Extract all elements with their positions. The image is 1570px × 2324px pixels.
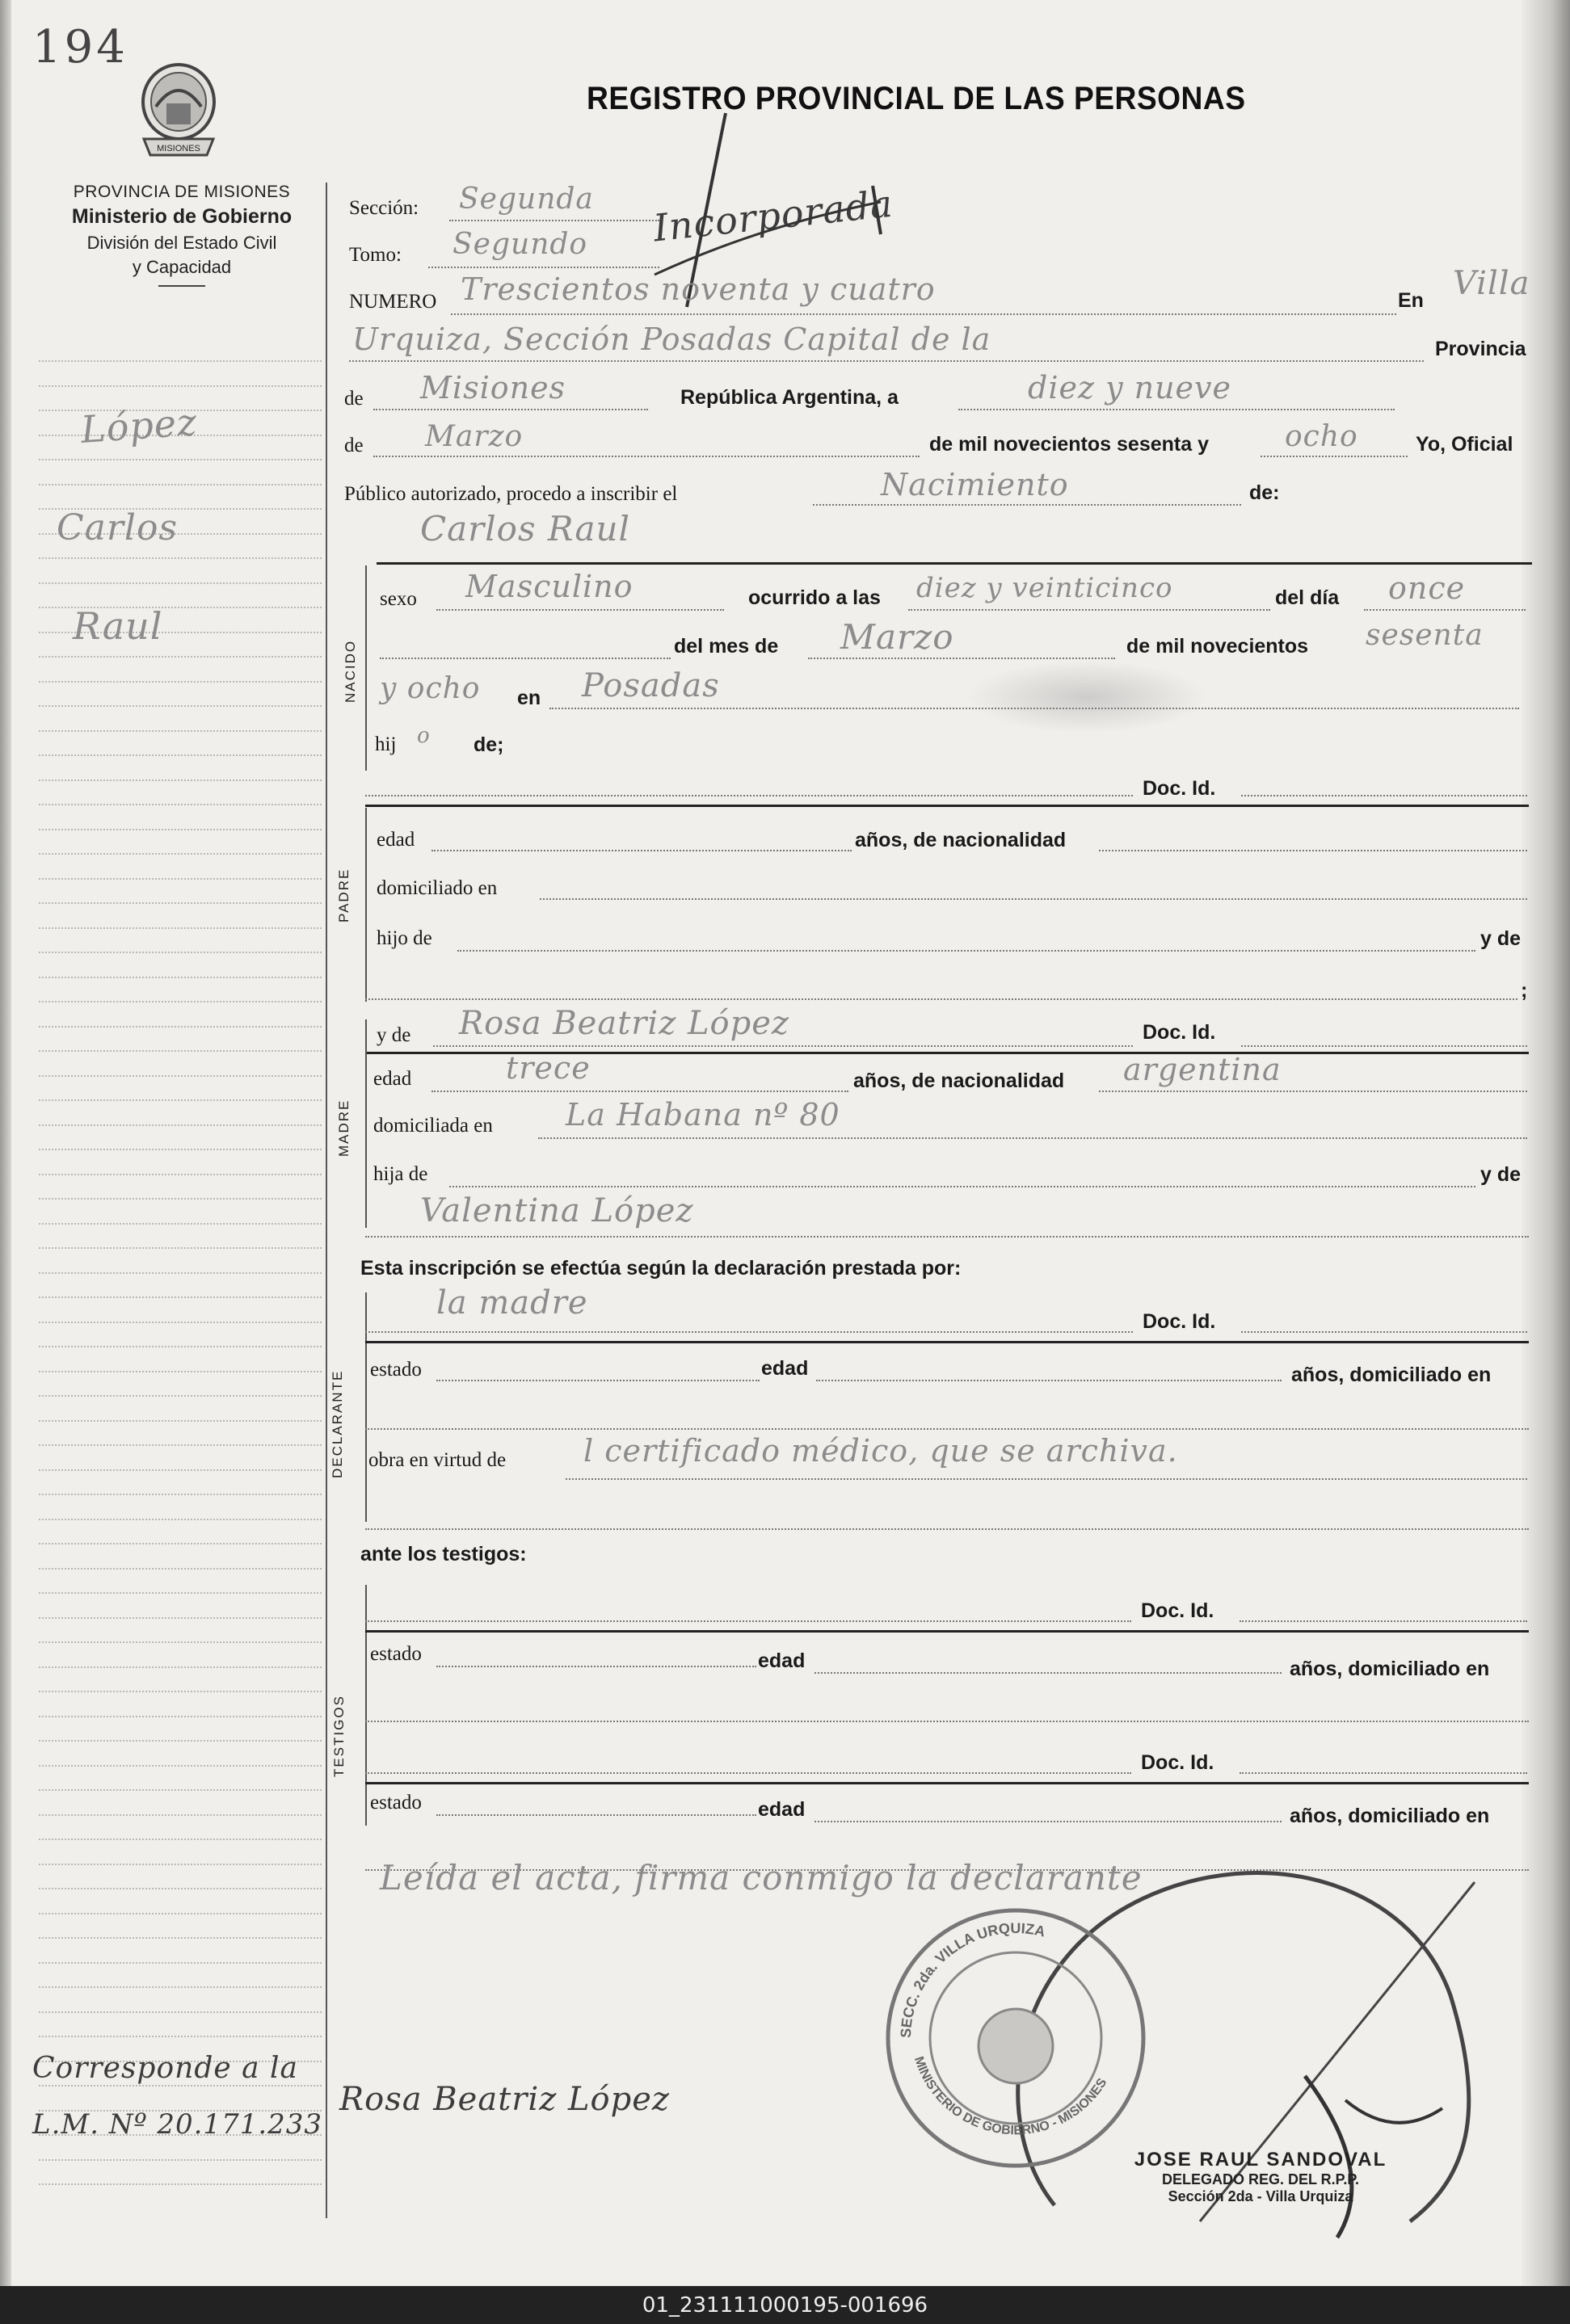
margin-rule [39, 360, 322, 362]
margin-rule [39, 853, 322, 855]
madre-domicilio-value: La Habana nº 80 [566, 1097, 840, 1133]
act-value: Nacimiento [881, 467, 1069, 502]
testigo2-top-rule [365, 1782, 1529, 1784]
margin-rule [39, 2036, 322, 2037]
numero-label: NUMERO [349, 291, 437, 313]
margin-rule [39, 1691, 322, 1692]
margin-rule [39, 1001, 322, 1002]
margin-rule [39, 902, 322, 904]
margin-rule [39, 878, 322, 880]
declarante-edad-line [816, 1380, 1282, 1381]
provincial-emblem-icon [136, 58, 221, 163]
tomo-field-line [428, 267, 659, 268]
obra-label: obra en virtud de [368, 1449, 507, 1471]
incorporada-mark: Incorporada [650, 181, 895, 250]
testigo1-doc-line [1240, 1620, 1527, 1622]
officer-office: Sección 2da - Villa Urquiza [1168, 2188, 1353, 2204]
signature-declarante: Rosa Beatriz López [339, 2081, 670, 2118]
margin-rule [39, 1740, 322, 1742]
hij-label: hij [375, 733, 397, 755]
margin-rule [39, 1839, 322, 1840]
padre-domicilio-label: domiciliado en [377, 877, 498, 899]
margin-rule [39, 1937, 322, 1939]
declarante-bracket [365, 1292, 367, 1522]
madre-parent-value: Valentina López [420, 1192, 694, 1229]
padre-edad-label: edad [377, 829, 415, 851]
margin-rule [39, 1346, 322, 1347]
madre-edad-line [431, 1091, 848, 1092]
padre-hijo-line [457, 950, 1475, 952]
madre-y-de-label-2: y de [1480, 1163, 1522, 1186]
declarante-domicilio-line [365, 1428, 1529, 1430]
padre-top-rule [365, 805, 1529, 807]
ocurrido-label: ocurrido a las [748, 586, 881, 609]
oficial-label: Yo, Oficial [1416, 433, 1513, 456]
nacido-year-value-2: y ocho [380, 672, 481, 705]
nacido-month-field-line [808, 658, 1115, 659]
margin-rule [39, 1050, 322, 1052]
de-label-2: de [344, 435, 364, 456]
person-name: Carlos Raul [420, 509, 630, 548]
margin-rule [39, 1814, 322, 1816]
margin-rule [39, 1322, 322, 1323]
testigo1-top-rule [365, 1630, 1529, 1633]
margin-surname: López [79, 400, 199, 452]
margin-rule [39, 1716, 322, 1717]
testigo1-doc-label: Doc. Id. [1141, 1599, 1214, 1622]
seccion-field-line [449, 220, 659, 221]
padre-edad-line [431, 850, 852, 851]
province-field-line [373, 409, 648, 410]
padre-y-de-label: y de [1480, 927, 1522, 950]
madre-nacionalidad-value: argentina [1123, 1052, 1282, 1087]
margin-rule [39, 1789, 322, 1791]
testigo2-estado-label: estado [370, 1792, 422, 1813]
madre-name-value: Rosa Beatriz López [459, 1005, 789, 1042]
madre-domicilio-label: domiciliada en [373, 1115, 493, 1137]
madre-nacionalidad-line [1099, 1091, 1527, 1092]
testigo2-domicilio-label: años, domiciliado en [1290, 1805, 1490, 1827]
declarante-doc-label: Doc. Id. [1143, 1310, 1216, 1333]
hij-value: o [417, 724, 431, 748]
testigo2-doc-line [1240, 1772, 1527, 1774]
year-label: de mil novecientos sesenta y [929, 433, 1209, 456]
madre-bracket [365, 1019, 367, 1228]
officer-signature-block [1107, 2149, 1414, 2205]
margin-rule [39, 829, 322, 830]
margin-rule [39, 1888, 322, 1889]
act-field-line [813, 504, 1241, 506]
padre-bracket [365, 808, 367, 1002]
de-colon-label: de: [1249, 481, 1280, 504]
nacido-day-value: once [1388, 570, 1466, 606]
testigo1-domicilio-label: años, domiciliado en [1290, 1658, 1490, 1680]
nacido-day-field-line [1364, 609, 1526, 611]
tomo-value: Segundo [452, 228, 588, 261]
division-name: División del Estado Civil [86, 233, 277, 254]
sexo-label: sexo [380, 588, 417, 610]
pre-mes-line [380, 658, 671, 659]
margin-rule [39, 1666, 322, 1668]
margin-rule [39, 2085, 322, 2087]
obra-line [566, 1478, 1527, 1480]
declarante-top-rule [365, 1341, 1529, 1343]
month-value: Marzo [425, 420, 524, 453]
madre-name-line [433, 1045, 1133, 1047]
declarante-intro: Esta inscripción se efectúa según la declaración prestada por: [360, 1257, 962, 1280]
division-name-2: y Capacidad [132, 256, 232, 277]
madre-y-de-label: y de [377, 1024, 411, 1046]
provincia-label: Provincia [1435, 338, 1526, 360]
mes-label: del mes de [674, 635, 779, 658]
declarante-edad-label: edad [761, 1357, 809, 1380]
publico-label: Público autorizado, procedo a inscribir el [344, 483, 678, 505]
margin-rule [39, 1395, 322, 1397]
nacido-label: NACIDO [343, 639, 358, 703]
margin-rule [39, 385, 322, 387]
de-label: de [344, 388, 364, 410]
obra-line-2 [365, 1528, 1529, 1530]
margin-rule [39, 1543, 322, 1544]
madre-hija-line [449, 1186, 1475, 1187]
margin-rule [39, 1174, 322, 1175]
nacido-place-value: Posadas [582, 667, 720, 704]
declarante-estado-line [436, 1380, 760, 1381]
hij-de-label: de; [474, 733, 504, 756]
margin-rule [39, 2011, 322, 2013]
day-value: diez y nueve [1028, 370, 1232, 406]
numero-value: Trescientos noventa y cuatro [461, 271, 936, 307]
margin-rule [39, 484, 322, 485]
name-underline [377, 562, 1532, 565]
testigo1-edad-label: edad [758, 1649, 806, 1672]
declarante-value: la madre [436, 1284, 588, 1322]
declarante-doc-line [1241, 1331, 1527, 1333]
declarante-domicilio-label: años, domiciliado en [1291, 1364, 1492, 1386]
margin-rule [39, 2183, 322, 2185]
seccion-value: Segunda [459, 183, 594, 216]
padre-nacionalidad-line [1099, 850, 1527, 851]
testigo1-estado-line [436, 1666, 756, 1667]
margin-rule [39, 1568, 322, 1570]
margin-rule [39, 582, 322, 584]
en-label: En [1398, 289, 1424, 312]
nacido-year-value-1: sesenta [1366, 619, 1484, 652]
padre-semicolon: ; [1521, 979, 1528, 1002]
testigo1-name-line [365, 1620, 1131, 1622]
margin-rule [39, 977, 322, 978]
hour-value: diez y veinticinco [916, 572, 1173, 604]
sexo-field-line [436, 609, 724, 611]
padre-hijo-label: hijo de [377, 927, 432, 949]
margin-rule [39, 557, 322, 559]
margin-given-1: Carlos [57, 507, 179, 548]
madre-label: MADRE [336, 1099, 351, 1157]
numero-field-line [451, 313, 1396, 315]
republica-label: República Argentina, a [680, 386, 899, 409]
margin-rule [39, 1247, 322, 1249]
del-dia-label: del día [1275, 586, 1340, 609]
margin-rule [39, 681, 322, 683]
header-left [32, 181, 331, 287]
margin-note-1: Corresponde a la [32, 2052, 298, 2085]
margin-rule [39, 1075, 322, 1077]
header-divider [158, 285, 205, 287]
margin-rule [39, 1913, 322, 1914]
ministry-name: Ministerio de Gobierno [71, 205, 293, 229]
nacido-month-value: Marzo [840, 617, 954, 657]
margin-rule [39, 1124, 322, 1126]
declarante-estado-label: estado [370, 1359, 422, 1381]
madre-doc-line [1241, 1045, 1527, 1047]
declarante-name-line [365, 1331, 1133, 1333]
margin-rule [39, 705, 322, 707]
margin-rule [39, 1272, 322, 1274]
margin-rule [39, 1519, 322, 1520]
leida-value: Leída el acta, firma conmigo la declarante [380, 1858, 1143, 1897]
place-field-line [349, 360, 1424, 362]
madre-domicilio-line [538, 1137, 1527, 1139]
year-field-line [1261, 456, 1408, 457]
sexo-value: Masculino [465, 569, 633, 604]
margin-rule [39, 730, 322, 732]
margin-rule [39, 1223, 322, 1225]
margin-rule [39, 1026, 322, 1028]
stamp-text-bottom: MINISTERIO DE GOBIERNO - MISIONES [911, 2054, 1110, 2138]
province-value: Misiones [420, 370, 566, 406]
tomo-label: Tomo: [349, 244, 402, 266]
testigo2-doc-label: Doc. Id. [1141, 1751, 1214, 1774]
margin-rule [39, 927, 322, 929]
testigos-intro: ante los testigos: [360, 1543, 527, 1565]
margin-rule [39, 1149, 322, 1150]
testigo2-name-line [365, 1772, 1131, 1774]
registry-stamp-icon [882, 1905, 1149, 2171]
margin-rule [39, 1420, 322, 1422]
officer-title: DELEGADO REG. DEL R.P.P. [1161, 2171, 1360, 2187]
place-value-2: Urquiza, Sección Posadas Capital de la [352, 321, 991, 357]
padre-doc-line [1241, 795, 1527, 796]
madre-hija-label: hija de [373, 1163, 428, 1185]
padre-y-de-line [365, 998, 1517, 1000]
padre-name-line [365, 795, 1133, 796]
nacido-bracket [365, 565, 367, 771]
margin-rule [39, 1371, 322, 1372]
madre-doc-label: Doc. Id. [1143, 1021, 1216, 1044]
nacido-en-label: en [517, 687, 541, 709]
madre-parent-line [365, 1236, 1529, 1238]
testigo2-edad-line [814, 1821, 1282, 1822]
testigo2-edad-label: edad [758, 1798, 806, 1821]
padre-domicilio-line [540, 898, 1527, 900]
madre-edad-label: edad [373, 1068, 412, 1090]
margin-rule [39, 656, 322, 658]
padre-nacionalidad-label: años, de nacionalidad [855, 829, 1067, 851]
margin-rule [39, 1641, 322, 1643]
testigos-label: TESTIGOS [331, 1695, 347, 1777]
testigo2-estado-line [436, 1814, 756, 1816]
madre-edad-value: trece [506, 1050, 591, 1086]
margin-rule [39, 1444, 322, 1446]
obra-value: l certificado médico, que se archiva. [583, 1433, 1178, 1469]
paper-smudge [966, 661, 1208, 733]
margin-rule [39, 754, 322, 756]
year-value: ocho [1285, 420, 1358, 453]
padre-label: PADRE [336, 868, 351, 922]
margin-rule [39, 1864, 322, 1865]
margin-rule [39, 1962, 322, 1964]
margin-rule [39, 1469, 322, 1471]
day-field-line [958, 409, 1395, 410]
page-number: 194 [32, 21, 128, 74]
margin-given-2: Raul [73, 604, 163, 648]
declarante-label: DECLARANTE [330, 1369, 345, 1478]
stamp-text-inner: SECC. 2da. VILLA URQUIZA [897, 1919, 1047, 2039]
seccion-label: Sección: [349, 197, 419, 219]
margin-rule [39, 1099, 322, 1101]
margin-rule [39, 459, 322, 460]
margin-rule [39, 1986, 322, 1988]
margin-note-2: L.M. Nº 20.171.233 [32, 2108, 323, 2141]
padre-doc-label: Doc. Id. [1143, 777, 1216, 800]
testigo1-estado-label: estado [370, 1643, 422, 1665]
testigo1-domicilio-line [365, 1721, 1529, 1722]
margin-rule [39, 1296, 322, 1298]
page-title: REGISTRO PROVINCIAL DE LAS PERSONAS [587, 81, 1246, 116]
place-value-1: Villa [1453, 265, 1530, 302]
hour-field-line [908, 609, 1270, 611]
margin-rule [39, 1494, 322, 1495]
margin-rule [39, 2159, 322, 2161]
month-field-line [373, 456, 920, 457]
margin-rule [39, 1617, 322, 1619]
image-id-footer: 01_231111000195-001696 [0, 2286, 1570, 2324]
margin-rule [39, 1198, 322, 1200]
margin-rule [39, 952, 322, 953]
margin-rule [39, 804, 322, 805]
margin-rule [39, 1765, 322, 1767]
novecientos-label: de mil novecientos [1126, 635, 1309, 658]
emblem-label: MISIONES [157, 144, 200, 153]
margin-divider [326, 183, 327, 2218]
page-edge [1522, 0, 1570, 2286]
margin-rule [39, 1592, 322, 1594]
province-name: PROVINCIA DE MISIONES [73, 183, 291, 201]
testigo1-edad-line [814, 1672, 1282, 1674]
madre-nacionalidad-label: años, de nacionalidad [853, 1070, 1065, 1092]
officer-name: JOSE RAUL SANDOVAL [1134, 2149, 1387, 2171]
margin-rule [39, 780, 322, 781]
